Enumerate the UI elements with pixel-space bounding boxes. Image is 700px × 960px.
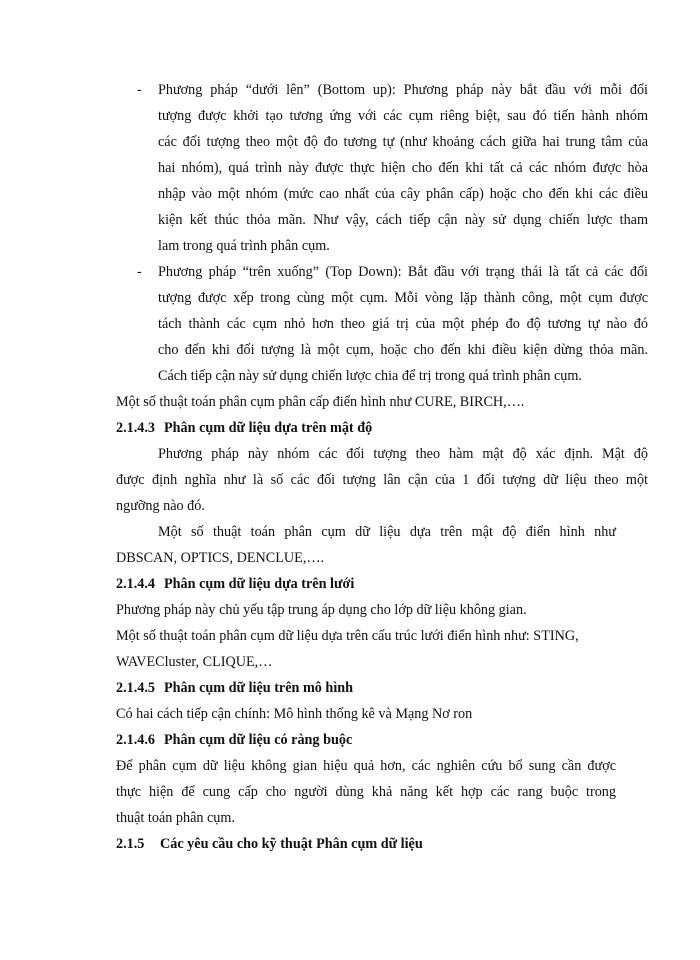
heading-title: Các yêu cầu cho kỹ thuật Phân cụm dữ liệu xyxy=(160,836,423,852)
heading-2-1-4-5 xyxy=(116,678,353,698)
text-line: hai nhóm), quá trình này được thực hiện cho đến khi tất cả các nhóm được hòa xyxy=(158,160,648,176)
text-line: Có hai cách tiếp cận chính: Mô hình thống kê và Mạng Nơ ron xyxy=(116,706,473,722)
text-line: lam trong quá trình phân cụm. xyxy=(158,238,330,254)
heading-2-1-4-3 xyxy=(116,418,372,438)
text-line: tách thành các cụm nhỏ hơn theo giá trị của một phép đo độ tương tự nào đó xyxy=(158,316,648,332)
text-line: cho đến khi đối tượng là một cụm, hoặc cho đến khi điều kiện dừng thỏa mãn. xyxy=(158,342,648,358)
text-line: được định nghĩa như là số các đối tượng lân cận của 1 đối tượng dữ liệu theo một xyxy=(116,472,648,488)
heading-2-1-4-6 xyxy=(116,730,352,750)
text-line: DBSCAN, OPTICS, DENCLUE,…. xyxy=(116,550,325,566)
heading-number: 2.1.4.5 xyxy=(116,680,156,696)
text-line: Phương pháp “dưới lên” (Bottom up): Phương pháp này bắt đầu với mỗi đối xyxy=(158,82,648,98)
text-line: thực hiện để cung cấp cho người dùng khả năng kết hợp các rang buộc trong xyxy=(116,784,616,800)
heading-title: Phân cụm dữ liệu trên mô hình xyxy=(164,680,354,696)
heading-title: Phân cụm dữ liệu có ràng buộc xyxy=(164,732,353,748)
text-line: tượng được khởi tạo tương ứng với các cụm riêng biệt, sau đó tiến hành nhóm xyxy=(158,108,648,124)
text-line: thuật toán phân cụm. xyxy=(116,810,235,826)
text-line: ngưỡng nào đó. xyxy=(116,498,205,514)
text-line: Để phân cụm dữ liệu không gian hiệu quả hơn, các nghiên cứu bổ sung cần được xyxy=(116,758,616,774)
heading-number: 2.1.4.3 xyxy=(116,420,156,436)
text-line: tượng được xếp trong cùng một cụm. Mỗi vòng lặp thành công, một cụm được xyxy=(158,290,648,306)
bullet-marker: - xyxy=(137,264,142,280)
heading-title: Phân cụm dữ liệu dựa trên lưới xyxy=(164,576,355,592)
text-line: Phương pháp “trên xuống” (Top Down): Bắt đầu với trạng thái là tất cả các đối xyxy=(158,264,648,280)
heading-number: 2.1.5 xyxy=(116,836,145,852)
text-line: Cách tiếp cận này sử dụng chiến lược chia để trị trong quá trình phân cụm. xyxy=(158,368,582,384)
text-line: Phương pháp này chủ yếu tập trung áp dụng cho lớp dữ liệu không gian. xyxy=(116,602,527,618)
heading-2-1-4-4 xyxy=(116,574,354,594)
text-line: WAVECluster, CLIQUE,… xyxy=(116,654,273,670)
text-line: Một số thuật toán phân cụm dữ liệu dựa trên mật độ điển hình như xyxy=(158,524,616,540)
text-line: kiện kết thúc thỏa mãn. Như vậy, cách tiếp cận này sử dụng chiến lược tham xyxy=(158,212,648,228)
text-line: nhập vào một nhóm (mức cao nhất của cây phân cấp) hoặc cho đến khi các điều xyxy=(158,186,648,202)
heading-2-1-5 xyxy=(116,834,423,854)
bullet-marker: - xyxy=(137,82,142,98)
heading-title: Phân cụm dữ liệu dựa trên mật độ xyxy=(164,420,373,436)
text-line: Một số thuật toán phân cụm dữ liệu dựa trên cấu trúc lưới điển hình như: STING, xyxy=(116,628,579,644)
heading-number: 2.1.4.6 xyxy=(116,732,156,748)
text-line: Phương pháp này nhóm các đối tượng theo hàm mật độ xác định. Mật độ xyxy=(158,446,648,462)
heading-number: 2.1.4.4 xyxy=(116,576,156,592)
text-line: các đối tượng theo một độ đo tương tự (như khoảng cách giữa hai trung tâm của xyxy=(158,134,648,150)
hierarchical-examples-text: Một số thuật toán phân cụm phân cấp điển hình như CURE, BIRCH,…. xyxy=(116,394,525,410)
